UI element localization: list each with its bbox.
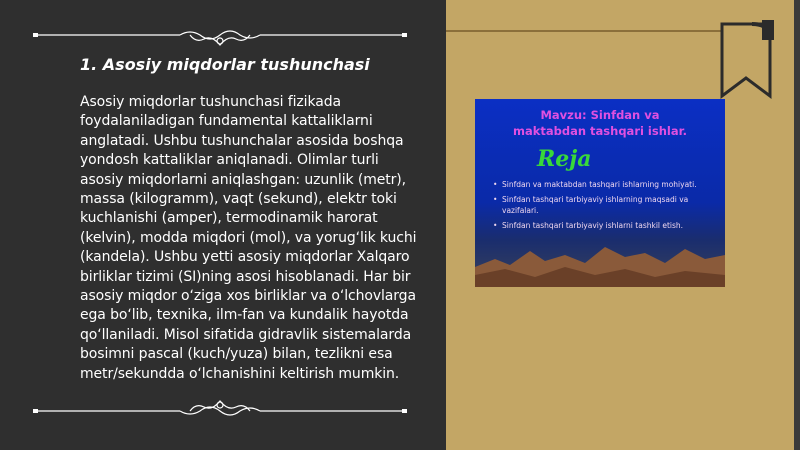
slide-bullet: • Sinfdan tashqari tarbiyaviy ishlarni tashkil etish.	[493, 220, 715, 232]
bottom-ornament-divider	[30, 395, 410, 425]
top-ornament-divider	[30, 27, 410, 57]
section-heading: 1. Asosiy miqdorlar tushunchasi	[80, 55, 370, 74]
accent-line	[446, 30, 758, 32]
slide-bullet-list	[493, 179, 715, 234]
mountains-graphic	[475, 227, 725, 287]
slide-image	[475, 99, 725, 287]
slide-title-line1: Mavzu: Sinfdan va	[540, 108, 660, 122]
slide-subtitle: Reja	[537, 146, 592, 172]
slide-bullet: • Sinfdan va maktabdan tashqari ishlarning mohiyati.	[493, 179, 715, 191]
slide-bullet: • Sinfdan tashqari tarbiyaviy ishlarning maqsadi va vazifalari.	[493, 194, 715, 217]
body-paragraph: Asosiy miqdorlar tushunchasi fizikada foydalaniladigan fundamental kattaliklarni anglatadi. Ushbu tushunchalar asosida boshqa yondosh kattaliklar aniqlanadi. Olimlar turli asosiy miqdorlarni aniqlashgan: uzunlik (metr), massa (kilogramm), vaqt (sekund), elektr toki kuchlanishi (amper), termodinamik harorat (kelvin), modda miqdori (mol), va yorug‘lik kuchi (kandela). Ushbu yetti asosiy miqdorlar Xalqaro birliklar tizimi (SI)ning asosi hisoblanadi. Har bir asosiy miqdor o‘ziga xos birliklar va o‘lchovlarga ega bo‘lib, texnika, ilm-fan va kundalik hayotda qo‘llaniladi. Misol sifatida gidravlik sistemalarda bosimni pascal (kuch/yuza) bilan, tezlikni esa metr/sekundda o‘lchanishini keltirish mumkin.	[80, 94, 417, 382]
slide-title	[475, 107, 725, 139]
bookmark-icon	[718, 20, 774, 100]
slide-title-line2: maktabdan tashqari ishlar.	[512, 124, 688, 138]
